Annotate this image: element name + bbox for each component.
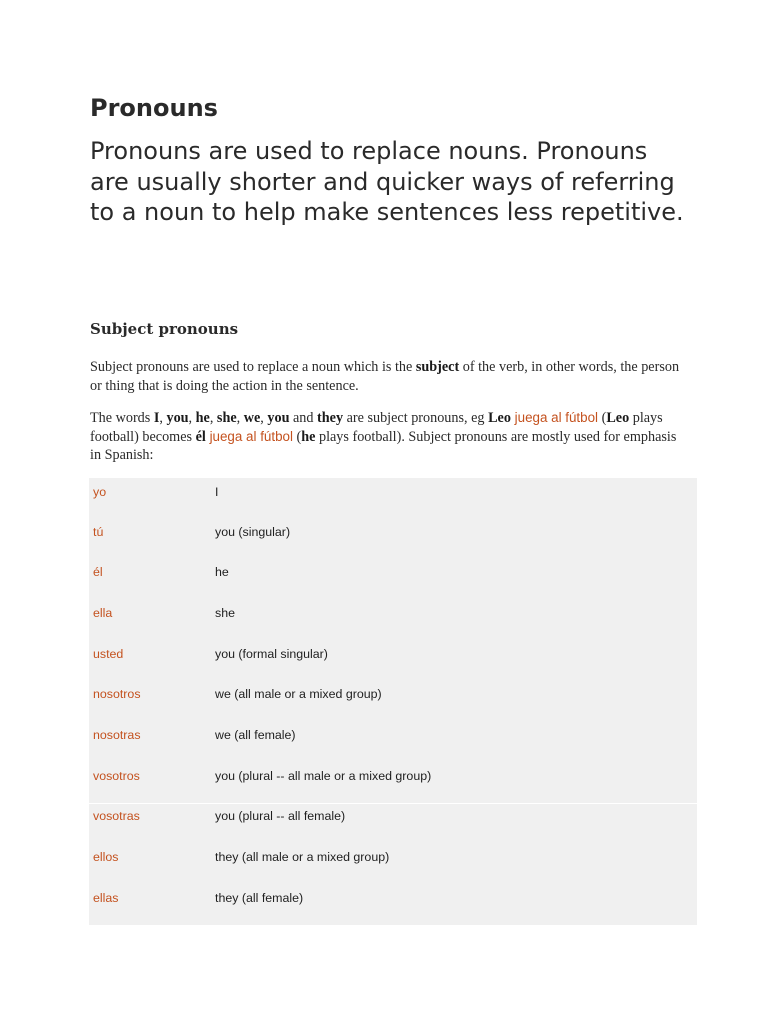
english-meaning: they (all male or a mixed group) bbox=[215, 850, 390, 864]
para2-sep: , bbox=[188, 410, 196, 426]
spanish-pronoun: yo bbox=[93, 485, 107, 499]
para2-sep: , bbox=[209, 410, 217, 426]
pronoun-table bbox=[89, 478, 697, 925]
english-meaning: she bbox=[215, 606, 235, 620]
pronoun-word: you bbox=[166, 410, 189, 426]
spanish-pronoun: ella bbox=[93, 606, 113, 620]
spanish-pronoun: usted bbox=[93, 647, 124, 661]
table-row bbox=[89, 644, 697, 664]
pronoun-word: we bbox=[243, 410, 261, 426]
table-row bbox=[89, 806, 697, 826]
spanish-pronoun: ellas bbox=[93, 891, 119, 905]
english-meaning: they (all female) bbox=[215, 891, 304, 905]
page-title: Pronouns bbox=[90, 94, 218, 122]
subject-examples-paragraph bbox=[90, 409, 690, 465]
spanish-pronoun: vosotras bbox=[93, 809, 140, 823]
pronoun-word: I bbox=[153, 410, 160, 426]
spanish-example-text: juega al fútbol bbox=[205, 428, 293, 444]
spanish-pronoun: él bbox=[93, 565, 103, 579]
subject-definition-paragraph bbox=[90, 358, 690, 395]
para2-sep: , bbox=[236, 410, 244, 426]
table-row bbox=[89, 725, 697, 745]
table-divider bbox=[89, 803, 697, 804]
table-row bbox=[89, 603, 697, 623]
english-meaning: you (formal singular) bbox=[215, 647, 328, 661]
para2-sep: , bbox=[159, 410, 167, 426]
spanish-example-bold: él bbox=[195, 428, 206, 445]
english-meaning: you (plural -- all female) bbox=[215, 809, 346, 823]
table-row bbox=[89, 847, 697, 867]
english-meaning: we (all male or a mixed group) bbox=[215, 687, 382, 701]
english-meaning: you (singular) bbox=[215, 525, 291, 539]
table-row bbox=[89, 522, 697, 542]
para1-text: Subject pronouns are used to replace a noun which is the bbox=[90, 359, 416, 375]
para1-text-end: of the verb, in other words, the person or thing that is doing the action in the sentence. bbox=[90, 359, 680, 394]
para2-text: and bbox=[289, 410, 318, 426]
section-heading: Subject pronouns bbox=[90, 320, 239, 338]
table-row bbox=[89, 888, 697, 908]
english-meaning: he bbox=[215, 565, 229, 579]
pronoun-word: they bbox=[317, 410, 344, 426]
english-meaning: you (plural -- all male or a mixed group) bbox=[215, 769, 432, 783]
spanish-pronoun: tú bbox=[93, 525, 104, 539]
para2-text: plays football) becomes bbox=[90, 410, 663, 445]
table-row bbox=[89, 482, 697, 502]
para2-text: are subject pronouns, eg bbox=[343, 410, 489, 426]
table-row bbox=[89, 562, 697, 582]
para2-text: plays football). Subject pronouns are mostly used for emphasis in Spanish: bbox=[90, 428, 677, 463]
english-meaning: I bbox=[215, 485, 219, 499]
pronoun-word: he bbox=[195, 410, 210, 426]
para2-text: ( bbox=[598, 410, 607, 426]
spanish-pronoun: ellos bbox=[93, 850, 119, 864]
spanish-pronoun: nosotras bbox=[93, 728, 141, 742]
intro-paragraph: Pronouns are used to replace nouns. Pronouns are usually shorter and quicker ways of referring to a noun to help make sentences less repetitive. bbox=[90, 137, 684, 226]
para1-bold-subject: subject bbox=[415, 359, 460, 375]
table-row bbox=[89, 766, 697, 786]
english-meaning: we (all female) bbox=[215, 728, 296, 742]
para2-sep: , bbox=[260, 410, 268, 426]
table-row bbox=[89, 684, 697, 704]
spanish-pronoun: vosotros bbox=[93, 769, 140, 783]
english-example-bold: he bbox=[301, 428, 316, 445]
spanish-example-bold: Leo bbox=[488, 410, 511, 426]
spanish-example-text: juega al fútbol bbox=[510, 410, 599, 425]
para2-text: The words bbox=[90, 410, 154, 426]
spanish-pronoun: nosotros bbox=[93, 687, 141, 701]
pronoun-word: you bbox=[267, 410, 290, 426]
pronoun-word: she bbox=[216, 410, 237, 426]
para2-text: ( bbox=[292, 428, 302, 445]
english-example-bold: Leo bbox=[606, 410, 630, 426]
